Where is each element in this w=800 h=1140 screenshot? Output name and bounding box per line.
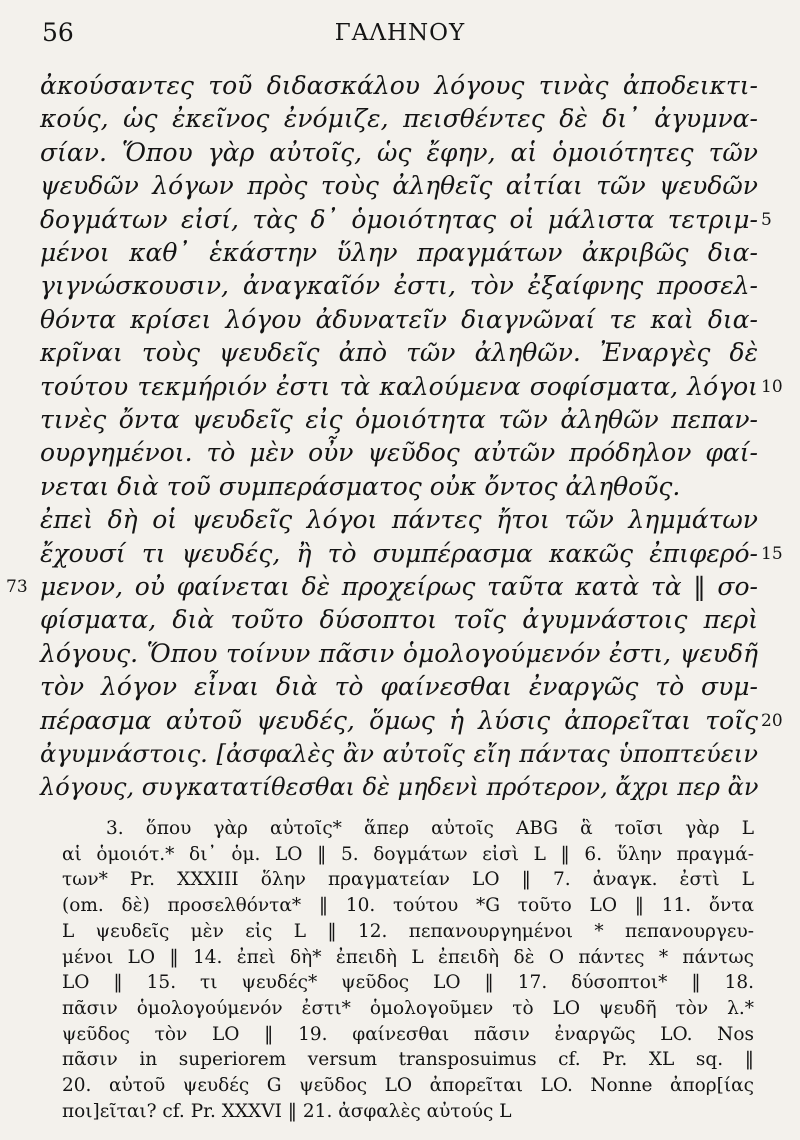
line-number: 15	[761, 543, 783, 564]
apparatus-line	[62, 866, 754, 894]
line-number: 20	[761, 710, 783, 731]
line-text: ἔχουσί τι ψευδές, ἢ τὸ συμπέρασμα κακῶς ἐπιφερό-	[40, 538, 758, 568]
margin-page-reference: 73	[6, 577, 28, 597]
apparatus-line	[62, 918, 754, 946]
apparatus-line	[62, 944, 754, 972]
apparatus-text: 3. ὅπου γὰρ αὐτοῖς* ἅπερ αὐτοῖς ABG ἃ τοῖσι γὰρ L	[106, 818, 754, 839]
line-text: γιγνώσκουσιν, ἀναγκαῖόν ἐστι, τὸν ἐξαίφνης προσελ-	[40, 271, 758, 301]
apparatus-line	[62, 1098, 754, 1126]
apparatus-text: ψεῦδος τὸν LO ‖ 19. φαίνεσθαι πᾶσιν ἐναργῶς LO. Nos	[62, 1023, 754, 1045]
line-text: θόντα κρίσει λόγου ἀδυνατεῖν διαγνῶναί τε καὶ δια-	[40, 304, 758, 334]
apparatus-line	[62, 1046, 754, 1074]
line-number: 5	[761, 209, 772, 230]
line-text: τούτου τεκμήριόν ἐστι τὰ καλούμενα σοφίσματα, λόγοι	[40, 371, 758, 401]
line-text: κούς, ὡς ἐκεῖνος ἐνόμιζε, πεισθέντες δὲ δι᾽ ἀγυμνα-	[40, 104, 758, 134]
line-text: ἐπεὶ δὴ οἱ ψευδεῖς λόγοι πάντες ἤτοι τῶν λημμάτων	[40, 505, 758, 535]
page-number: 56	[42, 18, 74, 47]
line-text: λόγους. Ὅπου τοίνυν πᾶσιν ὁμολογούμενόν ἐστι, ψευδῆ	[40, 638, 758, 668]
line-text: σίαν. Ὅπου γὰρ αὐτοῖς, ὡς ἔφην, αἱ ὁμοιότητες τῶν	[40, 137, 758, 167]
apparatus-text: των* Pr. XXXIII ὅλην πραγματείαν LO ‖ 7. ἀναγκ. ἐστὶ L	[62, 869, 754, 891]
apparatus-text: μένοι LO ‖ 14. ἐπεὶ δὴ* ἐπειδὴ L ἐπειδὴ δὲ O πάντες * πάντως	[62, 946, 754, 968]
line-text: νεται διὰ τοῦ συμπεράσματος οὐκ ὄντος ἀληθοῦς.	[40, 471, 681, 501]
apparatus-line	[62, 841, 754, 869]
running-head: ΓΑΛΗΝΟΥ	[334, 20, 466, 46]
apparatus-text: αἱ ὁμοιότ.* δι᾽ ὁμ. LO ‖ 5. δογμάτων εἰσὶ L ‖ 6. ὕλην πραγμά-	[62, 843, 754, 865]
line-text: λόγους, συγκατατίθεσθαι δὲ μηδενὶ πρότερον, ἄχρι περ ἂν	[40, 773, 759, 802]
line-text: ψευδῶν λόγων πρὸς τοὺς ἀληθεῖς αἰτίαι τῶν ψευδῶν	[40, 171, 758, 201]
line-text: τὸν λόγον εἶναι διὰ τὸ φαίνεσθαι ἐναργῶς τὸ συμ-	[40, 672, 758, 702]
apparatus-text: LO ‖ 15. τι ψευδές* ψεῦδος LO ‖ 17. δύσοπτοι* ‖ 18.	[62, 972, 754, 994]
line-text: ουργημένοι. τὸ μὲν οὖν ψεῦδος αὐτῶν πρόδηλον φαί-	[40, 438, 758, 468]
line-text: ἀγυμνάστοις. [ἀσφαλὲς ἂν αὐτοῖς εἴη πάντας ὑποπτεύειν	[40, 739, 758, 768]
apparatus-text: L ψευδεῖς μὲν εἰς L ‖ 12. πεπανουργημένοι * πεπανουργευ-	[62, 920, 754, 942]
line-text: μένοι καθ᾽ ἑκάστην ὕλην πραγμάτων ἀκριβῶς δια-	[40, 238, 758, 267]
line-text: δογμάτων εἰσί, τὰς δ᾽ ὁμοιότητας οἱ μάλιστα τετριμ-	[40, 204, 758, 234]
page-header	[42, 18, 758, 54]
text-line	[0, 767, 800, 807]
apparatus-text: ποι]εῖται? cf. Pr. XXXVI ‖ 21. ἀσφαλὲς αὐτούς L	[62, 1100, 512, 1122]
apparatus-line	[62, 969, 754, 997]
line-text: φίσματα, διὰ τοῦτο δύσοπτοι τοῖς ἀγυμνάστοις περὶ	[40, 605, 758, 635]
line-text: κρῖναι τοὺς ψευδεῖς ἀπὸ τῶν ἀληθῶν. Ἐναργὲς δὲ	[40, 338, 758, 368]
apparatus-text: πᾶσιν ὁμολογούμενόν ἐστι* ὁμολογοῦμεν τὸ LO ψευδῆ τὸν λ.*	[62, 997, 754, 1019]
apparatus-text: (om. δὲ) προσελθόντα* ‖ 10. τούτου *G τοῦτο LO ‖ 11. ὄντα	[62, 895, 754, 917]
apparatus-line	[62, 1021, 754, 1049]
line-text: τινὲς ὄντα ψευδεῖς εἰς ὁμοιότητα τῶν ἀληθῶν πεπαν-	[40, 405, 758, 434]
apparatus-text: 20. αὐτοῦ ψευδές G ψεῦδος LO ἀπορεῖται LO. Nonne ἀπορ[ίας	[62, 1075, 754, 1096]
apparatus-line	[62, 995, 754, 1023]
line-text: ἀκούσαντες τοῦ διδασκάλου λόγους τινὰς ἀποδεικτι-	[40, 71, 758, 100]
apparatus-line	[62, 1072, 754, 1100]
apparatus-line	[62, 892, 754, 920]
apparatus-text: πᾶσιν in superiorem versum transposuimus cf. Pr. XL sq. ‖	[62, 1049, 754, 1071]
line-text: μενον, οὐ φαίνεται δὲ προχείρως ταῦτα κατὰ τὰ ‖ σο-	[40, 572, 758, 601]
line-text: πέρασμα αὐτοῦ ψευδές, ὅμως ἡ λύσις ἀπορεῖται τοῖς	[40, 705, 758, 735]
apparatus-line	[106, 815, 754, 843]
line-number: 10	[761, 376, 783, 397]
